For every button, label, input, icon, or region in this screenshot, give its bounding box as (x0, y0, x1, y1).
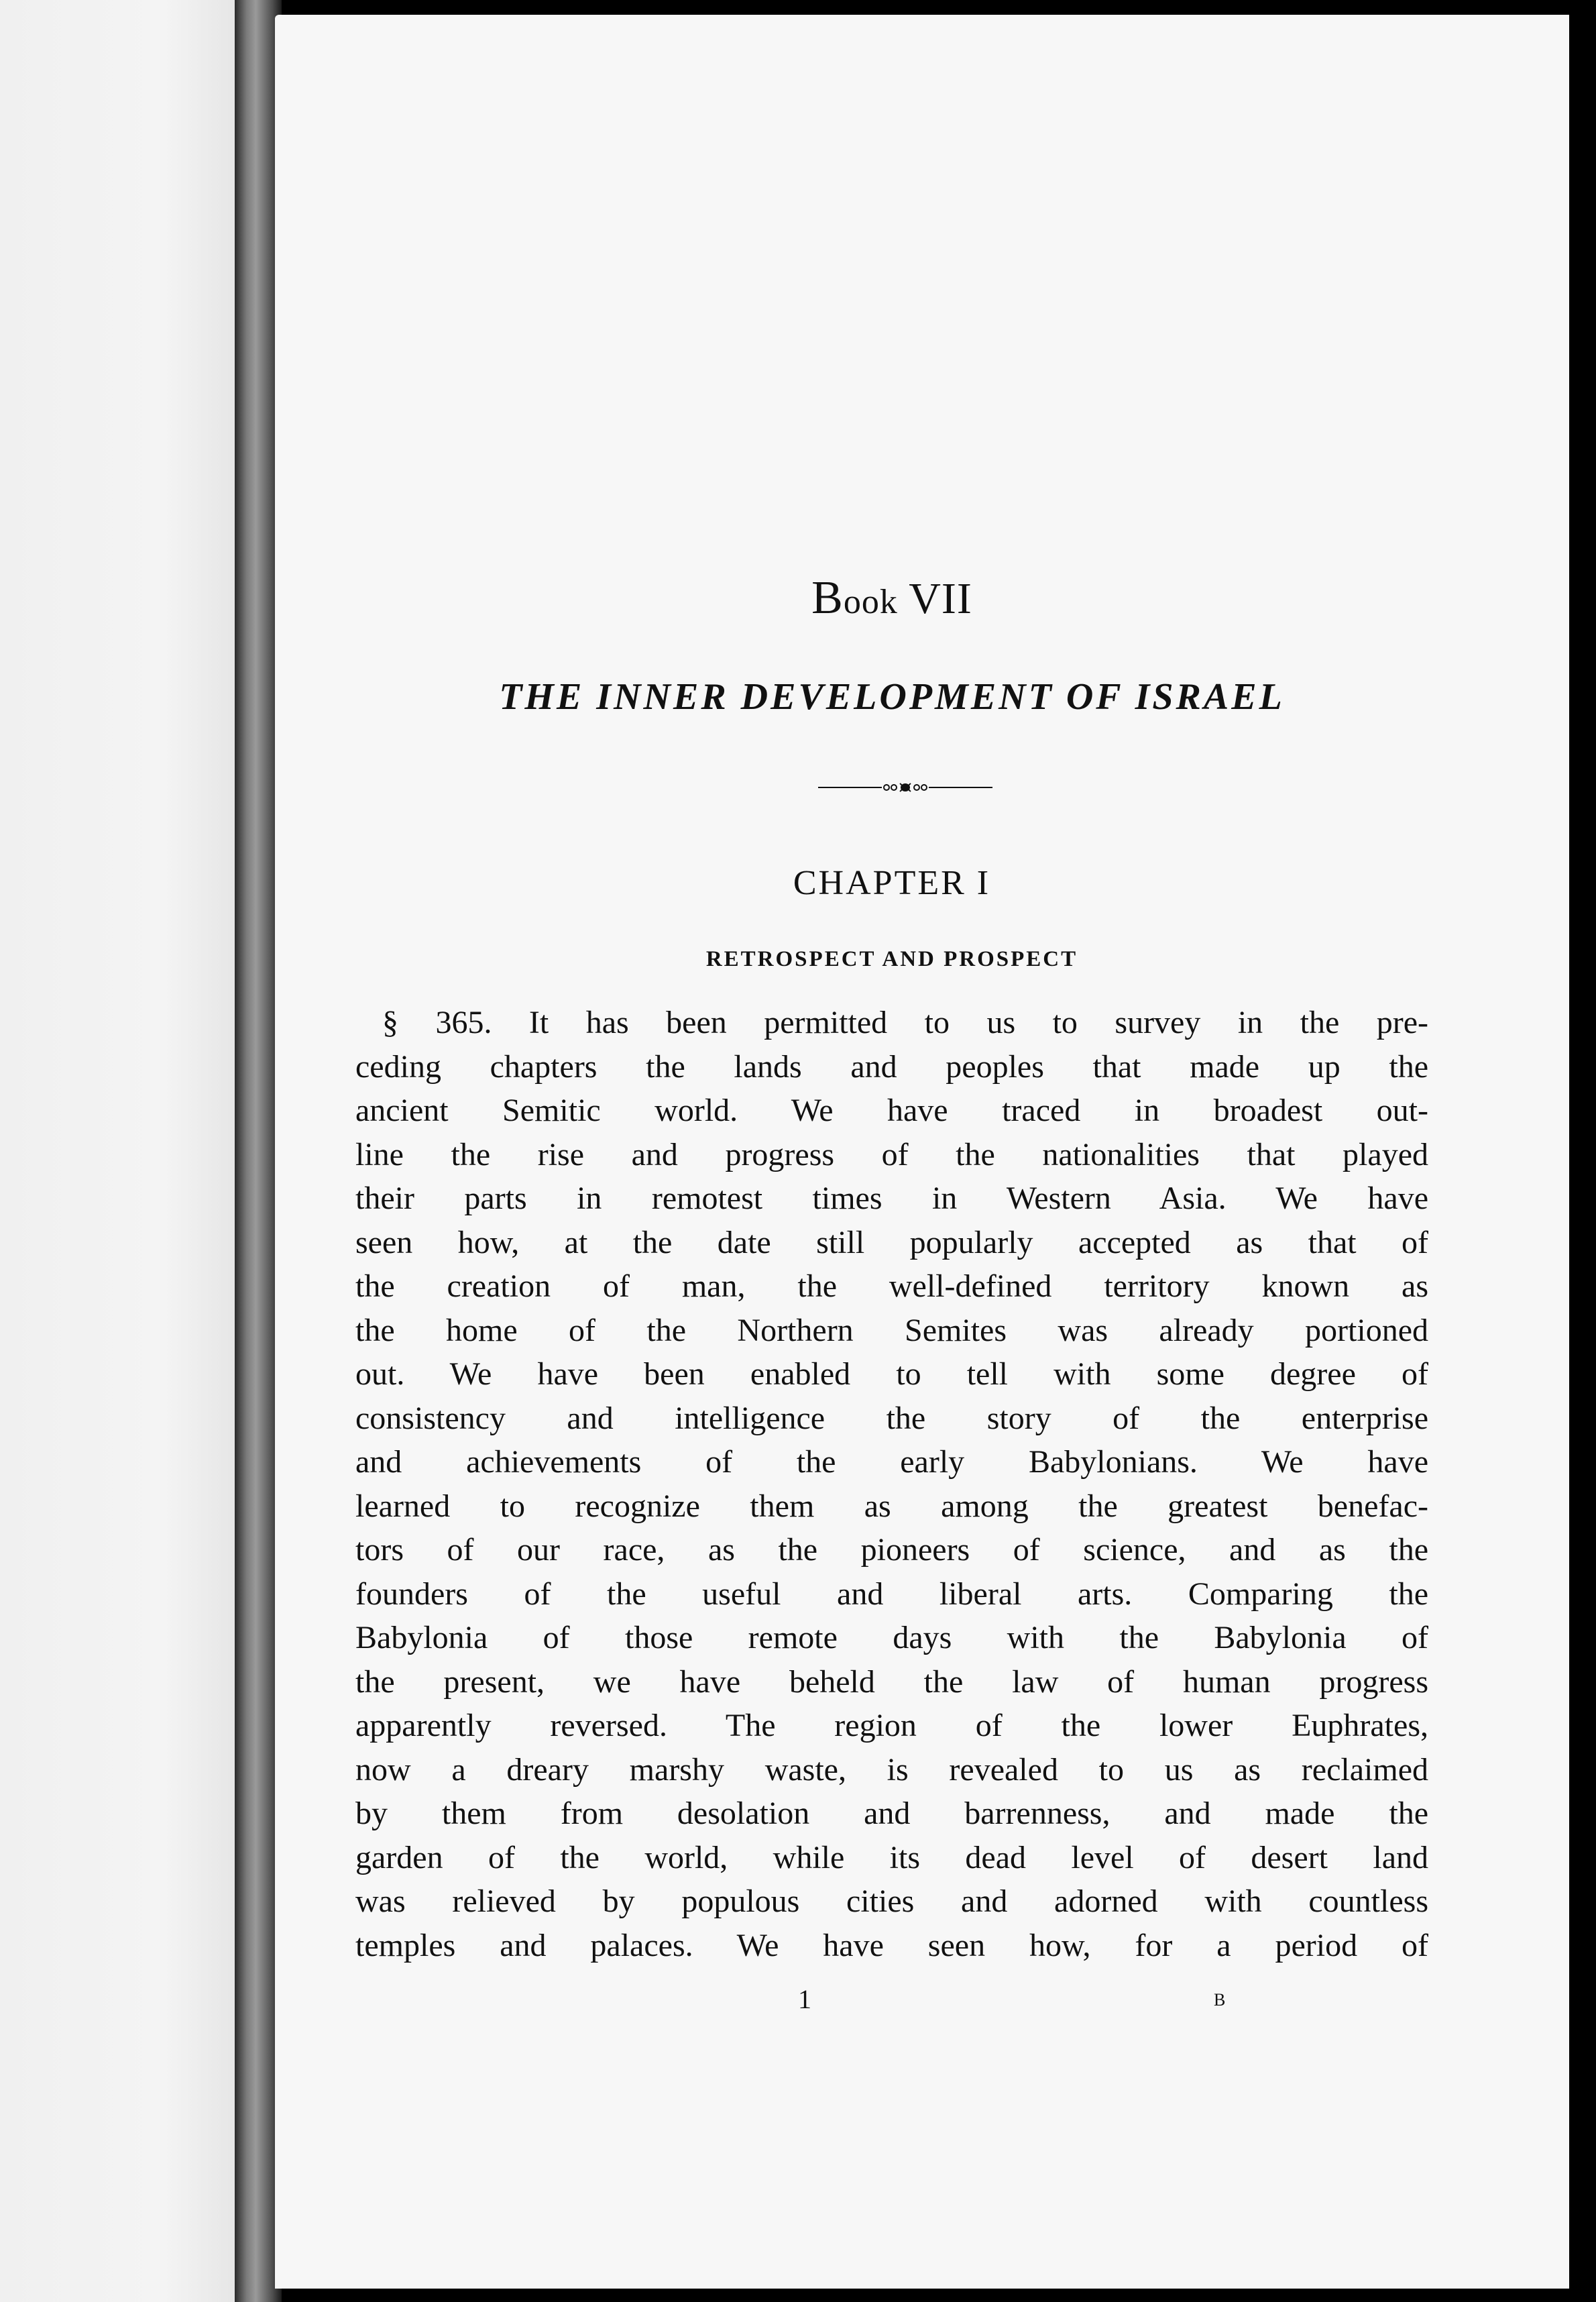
text-line: line the rise and progress of the nationalities that played (355, 1136, 1428, 1172)
book-title-initial: B (811, 572, 844, 624)
signature-mark: B (1214, 1990, 1226, 2010)
book-title-numeral: VII (909, 574, 972, 623)
text-line: consistency and intelligence the story of the enterprise (355, 1400, 1428, 1436)
text-line: the home of the Northern Semites was already portioned (355, 1312, 1428, 1348)
text-line: out. We have been enabled to tell with some degree of (355, 1356, 1428, 1392)
chapter-heading: CHAPTER I (793, 864, 991, 902)
book-title-rest: ook (843, 583, 898, 621)
text-line: their parts in remotest times in Western Asia. We have (355, 1181, 1428, 1216)
text-line: ceding chapters the lands and peoples that made up the (355, 1048, 1428, 1085)
body-paragraph (355, 1001, 1428, 1967)
text-line: the present, we have beheld the law of human progress (355, 1663, 1428, 1700)
chapter-subheading: RETROSPECT AND PROSPECT (705, 947, 1078, 971)
text-line: was relieved by populous cities and adorned with countless (355, 1883, 1428, 1919)
text-line: temples and palaces. We have seen how, for a period of (355, 1927, 1428, 1963)
page-number: 1 (798, 1984, 811, 2014)
text-line: by them from desolation and barrenness, and made the (355, 1796, 1428, 1831)
book-title (355, 571, 1428, 625)
left-page-edge (0, 0, 235, 2302)
ornament-divider-icon (818, 779, 992, 796)
text-line: Babylonia of those remote days with the Babylonia of (355, 1620, 1428, 1655)
text-line: seen how, at the date still popularly accepted as that of (355, 1224, 1428, 1260)
text-line: tors of our race, as the pioneers of science, and as the (355, 1532, 1428, 1568)
right-page (275, 15, 1569, 2289)
text-line: and achievements of the early Babylonians. We have (355, 1444, 1428, 1480)
text-line: garden of the world, while its dead level of desert land (355, 1839, 1428, 1875)
text-line: the creation of man, the well-defined territory known as (355, 1268, 1428, 1304)
text-line: now a dreary marshy waste, is revealed to us as reclaimed (355, 1751, 1428, 1788)
text-line: § 365. It has been permitted to us to survey in the pre- (382, 1005, 1428, 1040)
text-line: ancient Semitic world. We have traced in broadest out- (355, 1093, 1428, 1128)
text-line: apparently reversed. The region of the lower Euphrates, (355, 1708, 1428, 1743)
text-line: learned to recognize them as among the greatest benefac- (355, 1488, 1428, 1524)
text-line: founders of the useful and liberal arts. Comparing the (355, 1576, 1428, 1612)
book-subtitle: THE INNER DEVELOPMENT OF ISRAEL (499, 676, 1285, 718)
